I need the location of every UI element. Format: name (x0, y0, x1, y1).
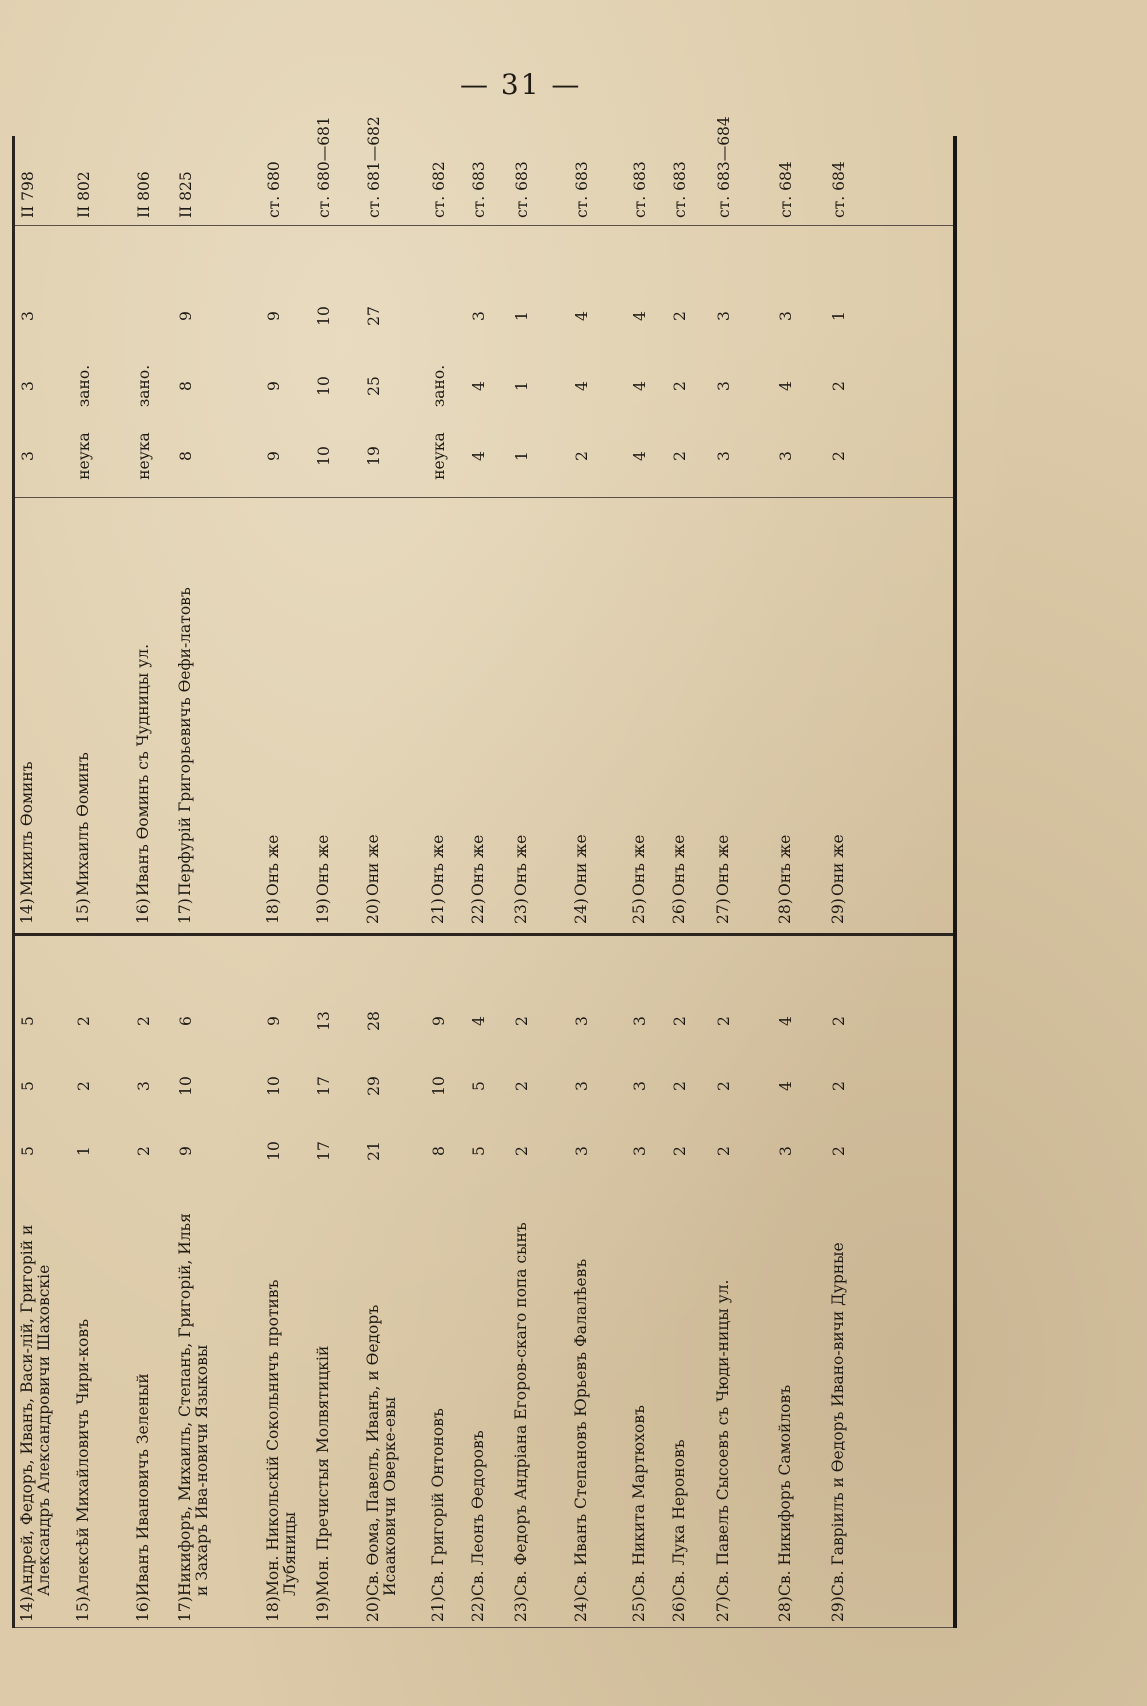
right-count-b: 3 (19, 381, 37, 391)
right-count-c: 3 (470, 311, 488, 321)
right-count-b: 4 (470, 381, 488, 391)
right-count-c: 1 (830, 311, 848, 321)
right-source: ст. 684 (830, 161, 848, 218)
left-row-text: Иванъ Ивановичъ Зеленый (134, 1373, 152, 1596)
right-count-b: 8 (177, 381, 195, 391)
left-row-name: 16) (134, 1596, 152, 1622)
right-row-index: 27) (714, 898, 732, 924)
right-source: ст. 681—682 (365, 116, 383, 218)
right-count-c: 2 (671, 311, 689, 321)
left-count-c: 28 (365, 1011, 383, 1031)
rule-source (15, 225, 953, 226)
right-source: ст. 683 (631, 161, 649, 218)
left-count-a: 3 (573, 1146, 591, 1156)
right-count-a: 3 (777, 451, 795, 461)
right-count-b: 1 (513, 381, 531, 391)
left-count-a: 3 (777, 1146, 795, 1156)
right-source: II 802 (75, 171, 93, 218)
records-table (12, 116, 957, 1628)
right-source: II 806 (135, 171, 153, 218)
right-count-b: 9 (265, 381, 283, 391)
left-count-c: 2 (830, 1016, 848, 1026)
right-count-b: зано. (75, 364, 93, 408)
right-count-b: зано. (135, 364, 153, 408)
left-row-text: Никифоръ, Михаилъ, Степанъ, Григорій, Илья и Захаръ Ива-новичи Языковы (176, 1213, 211, 1596)
right-source: II 825 (177, 171, 195, 218)
left-row-text: Св. Федоръ Андріана Егоров-скаго попа сынъ (512, 1222, 530, 1596)
left-count-a: 3 (631, 1146, 649, 1156)
left-count-b: 10 (177, 1076, 195, 1096)
left-row-text: Мон. Никольскій Сокольничъ противъ Лубяницы (264, 1279, 299, 1596)
left-row-name: 23) (512, 1596, 530, 1622)
left-row-name: 27) (714, 1596, 732, 1622)
left-count-a: 8 (430, 1146, 448, 1156)
right-row-text: Иванъ Ѳоминъ съ Чудницы ул. (134, 643, 152, 896)
left-row-name: 26) (670, 1596, 688, 1622)
left-count-c: 3 (573, 1016, 591, 1026)
left-row-name: 29) (829, 1596, 847, 1622)
right-count-b: 2 (830, 381, 848, 391)
right-source: ст. 682 (430, 161, 448, 218)
left-count-c: 2 (715, 1016, 733, 1026)
left-count-c: 4 (470, 1016, 488, 1026)
left-count-c: 2 (513, 1016, 531, 1026)
left-row-text: Св. Гавріилъ и Ѳедоръ Ивано-вичи Дурные (829, 1242, 847, 1596)
left-count-a: 1 (75, 1146, 93, 1156)
right-count-a: 9 (265, 451, 283, 461)
left-count-c: 2 (135, 1016, 153, 1026)
right-count-a: 10 (315, 446, 333, 466)
right-count-c: 9 (177, 311, 195, 321)
right-row-index: 22) (469, 898, 487, 924)
right-row-text: Онъ же (670, 834, 688, 896)
right-count-b: 25 (365, 376, 383, 396)
right-row-index: 25) (630, 898, 648, 924)
left-count-a: 17 (315, 1141, 333, 1161)
right-row-index: 16) (134, 898, 152, 924)
left-count-b: 3 (135, 1081, 153, 1091)
left-count-a: 10 (265, 1141, 283, 1161)
right-row-text: Онъ же (714, 834, 732, 896)
right-count-a: 3 (715, 451, 733, 461)
right-source: II 798 (19, 171, 37, 218)
right-row-index: 17) (176, 898, 194, 924)
right-count-c: 27 (365, 306, 383, 326)
left-count-b: 2 (830, 1081, 848, 1091)
right-count-c: 9 (265, 311, 283, 321)
left-row-name: 15) (74, 1596, 92, 1622)
right-row-index: 26) (670, 898, 688, 924)
right-count-b: зано. (430, 364, 448, 408)
left-count-a: 5 (470, 1146, 488, 1156)
right-count-c: 1 (513, 311, 531, 321)
left-row-text: Св. Ѳома, Павелъ, Иванъ, и Ѳедоръ Исааковичи Оверке-евы (364, 1304, 399, 1596)
right-count-c: 4 (631, 311, 649, 321)
left-row-name: 25) (630, 1596, 648, 1622)
right-count-a: 4 (631, 451, 649, 461)
left-row-name: 22) (469, 1596, 487, 1622)
left-row-text: Св. Павелъ Сысоевъ съ Чюди-ницы ул. (714, 1279, 732, 1596)
left-count-b: 17 (315, 1076, 333, 1096)
left-row-name: 18) (264, 1596, 282, 1622)
right-source: ст. 683 (470, 161, 488, 218)
right-count-a: 2 (671, 451, 689, 461)
left-row-text: Св. Никифоръ Самойловъ (776, 1384, 794, 1596)
left-count-b: 3 (573, 1081, 591, 1091)
left-row-name: 28) (776, 1596, 794, 1622)
left-count-c: 9 (430, 1016, 448, 1026)
rule-left (15, 1627, 953, 1628)
left-count-b: 5 (470, 1081, 488, 1091)
left-count-c: 13 (315, 1011, 333, 1031)
left-count-b: 4 (777, 1081, 795, 1091)
right-count-a: 2 (573, 451, 591, 461)
right-row-text: Они же (829, 834, 847, 896)
right-count-b: 4 (573, 381, 591, 391)
right-row-text: Онъ же (429, 834, 447, 896)
right-row-text: Перфурій Григорьевичъ Ѳефи-латовъ (176, 587, 194, 896)
left-count-b: 2 (75, 1081, 93, 1091)
right-row-index: 14) (18, 898, 36, 924)
right-row-text: Онъ же (512, 834, 530, 896)
left-count-c: 6 (177, 1016, 195, 1026)
left-count-c: 9 (265, 1016, 283, 1026)
right-row-text: Михаилъ Ѳоминъ (74, 752, 92, 896)
page-number: — 31 — (460, 68, 582, 101)
right-row-text: Онъ же (776, 834, 794, 896)
right-row-index: 20) (364, 898, 382, 924)
right-count-a: 3 (19, 451, 37, 461)
left-row-text: Св. Лука Нероновъ (670, 1439, 688, 1596)
right-count-a: 4 (470, 451, 488, 461)
right-row-text: Онъ же (314, 834, 332, 896)
right-count-a: 8 (177, 451, 195, 461)
left-row-name: 17) (176, 1596, 194, 1622)
left-row-text: Св. Григорій Онтоновъ (429, 1408, 447, 1596)
right-count-b: 2 (671, 381, 689, 391)
right-row-text: Они же (572, 834, 590, 896)
left-count-c: 2 (671, 1016, 689, 1026)
left-row-text: Андрей, Федоръ, Иванъ, Васи-лій, Григорій и Александръ Александровичи Шаховскіе (18, 1224, 53, 1596)
left-row-text: Св. Иванъ Степановъ Юрьевъ Фалалѣевъ (572, 1258, 590, 1596)
left-row-name: 24) (572, 1596, 590, 1622)
right-count-c: 10 (315, 306, 333, 326)
left-row-text: Св. Леонъ Ѳедоровъ (469, 1430, 487, 1596)
left-count-a: 2 (715, 1146, 733, 1156)
right-count-a: 19 (365, 446, 383, 466)
left-row-text: Св. Никита Мартюховъ (630, 1405, 648, 1596)
left-count-b: 10 (430, 1076, 448, 1096)
left-count-b: 10 (265, 1076, 283, 1096)
left-count-c: 5 (19, 1016, 37, 1026)
right-source: ст. 683—684 (715, 116, 733, 218)
right-source: ст. 683 (671, 161, 689, 218)
right-row-index: 19) (314, 898, 332, 924)
rule-center (15, 933, 953, 936)
right-count-b: 10 (315, 376, 333, 396)
right-row-index: 24) (572, 898, 590, 924)
left-row-name: 14) (18, 1596, 36, 1622)
left-row-name: 19) (314, 1596, 332, 1622)
right-row-text: Онъ же (630, 834, 648, 896)
left-count-c: 3 (631, 1016, 649, 1026)
left-row-name: 21) (429, 1596, 447, 1622)
left-count-b: 2 (715, 1081, 733, 1091)
right-row-index: 15) (74, 898, 92, 924)
left-count-a: 2 (135, 1146, 153, 1156)
right-count-b: 4 (631, 381, 649, 391)
left-count-b: 5 (19, 1081, 37, 1091)
right-count-c: 4 (573, 311, 591, 321)
right-count-b: 4 (777, 381, 795, 391)
left-count-a: 5 (19, 1146, 37, 1156)
right-count-c: 3 (777, 311, 795, 321)
right-source: ст. 684 (777, 161, 795, 218)
left-count-a: 9 (177, 1146, 195, 1156)
left-row-text: Алексѣй Михайловичъ Чири-ковъ (74, 1319, 92, 1596)
right-row-index: 23) (512, 898, 530, 924)
right-row-index: 18) (264, 898, 282, 924)
left-row-name: 20) (364, 1596, 382, 1622)
left-count-c: 2 (75, 1016, 93, 1026)
left-count-b: 29 (365, 1076, 383, 1096)
right-source: ст. 680—681 (315, 116, 333, 218)
right-count-b: 3 (715, 381, 733, 391)
right-count-a: 1 (513, 451, 531, 461)
left-count-b: 2 (671, 1081, 689, 1091)
right-count-a: неука (430, 432, 448, 480)
left-count-b: 2 (513, 1081, 531, 1091)
right-row-text: Онъ же (264, 834, 282, 896)
right-count-c: 3 (19, 311, 37, 321)
right-source: ст. 680 (265, 161, 283, 218)
right-count-a: неука (75, 432, 93, 480)
left-count-a: 2 (830, 1146, 848, 1156)
right-source: ст. 683 (513, 161, 531, 218)
right-row-index: 28) (776, 898, 794, 924)
right-count-a: 2 (830, 451, 848, 461)
right-row-text: Они же (364, 834, 382, 896)
right-row-index: 21) (429, 898, 447, 924)
right-row-index: 29) (829, 898, 847, 924)
right-count-c: 3 (715, 311, 733, 321)
right-count-a: неука (135, 432, 153, 480)
left-count-a: 21 (365, 1141, 383, 1161)
left-count-a: 2 (671, 1146, 689, 1156)
left-count-b: 3 (631, 1081, 649, 1091)
right-row-text: Михилъ Ѳоминъ (18, 761, 36, 896)
left-row-text: Мон. Пречистыя Молвятицкій (314, 1345, 332, 1596)
right-source: ст. 683 (573, 161, 591, 218)
right-row-text: Онъ же (469, 834, 487, 896)
left-count-c: 4 (777, 1016, 795, 1026)
left-count-a: 2 (513, 1146, 531, 1156)
